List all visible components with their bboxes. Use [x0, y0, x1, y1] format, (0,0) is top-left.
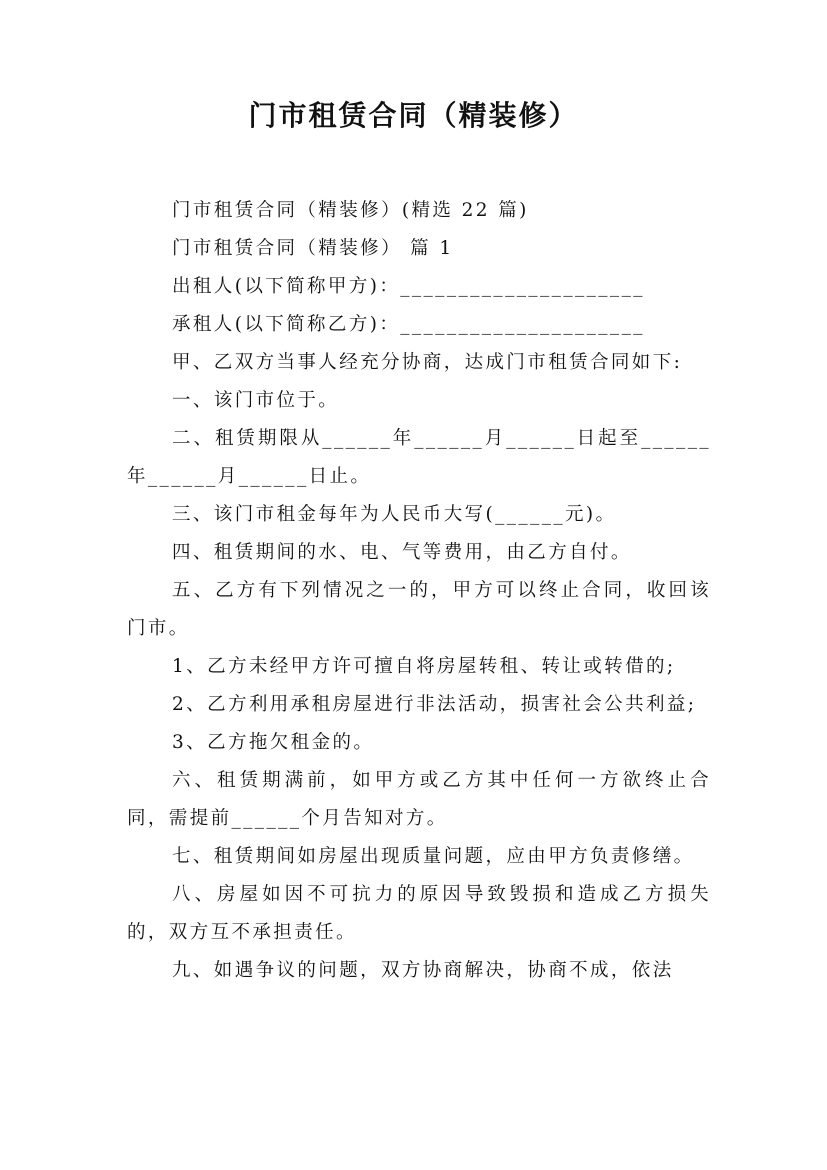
paragraph-clause-2: 二、租赁期限从______年______月______日起至______年______月______日止。 — [127, 428, 711, 487]
paragraph-clause-8: 八、房屋如因不可抗力的原因导致毁损和造成乙方损失的，双方互不承担责任。 — [127, 884, 711, 943]
paragraph-clause-5: 五、乙方有下列情况之一的，甲方可以终止合同，收回该门市。 — [127, 580, 711, 639]
paragraph-clause-5-item-1: 1、乙方未经甲方许可擅自将房屋转租、转让或转借的; — [172, 656, 676, 677]
paragraph-clause-7: 七、租赁期间如房屋出现质量问题，应由甲方负责修缮。 — [172, 846, 695, 867]
paragraph-clause-5-item-3: 3、乙方拖欠租金的。 — [172, 732, 375, 753]
paragraph-lessor: 出租人(以下简称甲方)：_____________________ — [172, 276, 645, 297]
paragraph-lessee: 承租人(以下简称乙方)：_____________________ — [172, 314, 645, 335]
document-body — [127, 192, 711, 990]
paragraph-clause-4: 四、租赁期间的水、电、气等费用，由乙方自付。 — [172, 542, 632, 563]
paragraph-clause-6: 六、租赁期满前，如甲方或乙方其中任何一方欲终止合同，需提前______个月告知对方。 — [127, 770, 711, 829]
document-title: 门市租赁合同（精装修） — [248, 99, 579, 132]
paragraph-agreement-intro: 甲、乙双方当事人经充分协商，达成门市租赁合同如下: — [172, 352, 683, 373]
paragraph-clause-3: 三、该门市租金每年为人民币大写(______元)。 — [172, 504, 617, 525]
paragraph-collection-note: 门市租赁合同（精装修）(精选 22 篇) — [172, 200, 529, 221]
paragraph-chapter-heading: 门市租赁合同（精装修） 篇 1 — [172, 238, 454, 259]
paragraph-clause-1: 一、该门市位于。 — [172, 390, 340, 411]
paragraph-clause-5-item-2: 2、乙方利用承租房屋进行非法活动，损害社会公共利益; — [172, 694, 697, 715]
paragraph-clause-9: 九、如遇争议的问题，双方协商解决，协商不成，依法 — [172, 960, 674, 981]
